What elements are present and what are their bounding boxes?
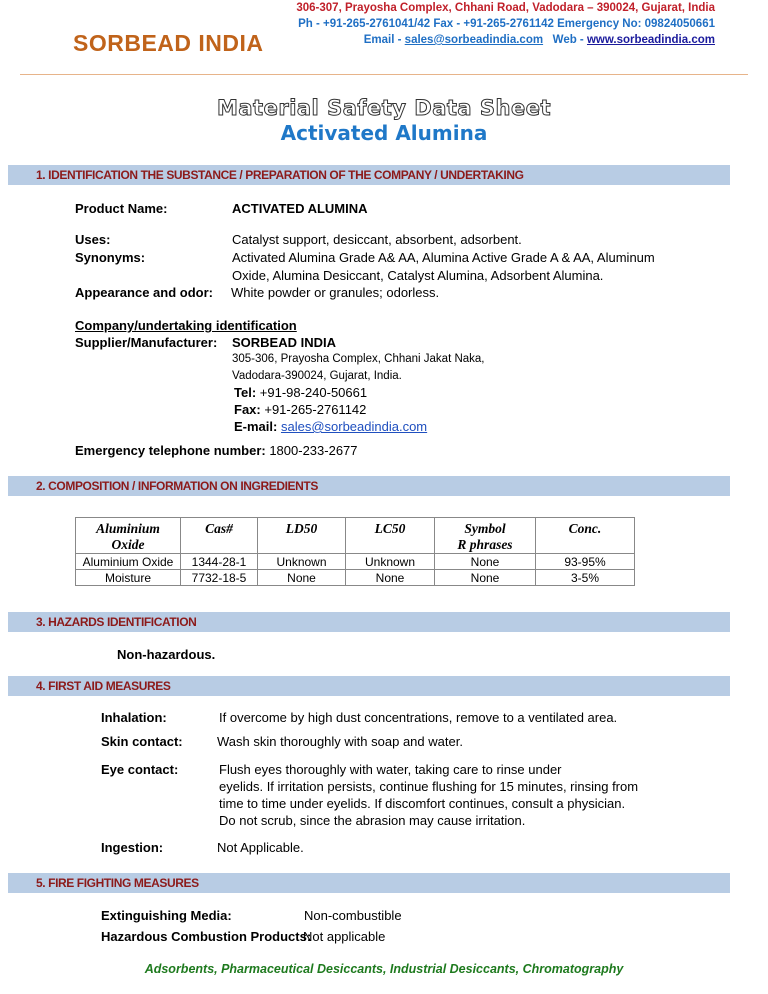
product-name-value: ACTIVATED ALUMINA	[232, 201, 368, 216]
section-2-title: 2. COMPOSITION / INFORMATION ON INGREDIENTS	[36, 479, 318, 493]
extinguishing-media-value: Non-combustible	[304, 908, 402, 923]
section-3-header	[8, 612, 730, 632]
inhalation-label: Inhalation:	[101, 710, 167, 725]
synonyms-label: Synonyms:	[75, 250, 146, 265]
supplier-address-line2: Vadodara-390024, Gujarat, India.	[232, 370, 402, 382]
col-header-conc: Conc.	[536, 518, 635, 554]
header-web-link[interactable]: www.sorbeadindia.com	[586, 34, 715, 46]
header-email-link[interactable]: sales@sorbeadindia.com	[404, 34, 544, 46]
supplier-email-label: E-mail:	[234, 419, 278, 434]
company-identification-heading: Company/undertaking identification	[75, 318, 297, 333]
eye-contact-line2: eyelids. If irritation persists, continue flushing for 15 minutes, rinsing from	[219, 779, 639, 794]
col-header-symbol	[435, 518, 536, 554]
section-5-title: 5. FIRE FIGHTING MEASURES	[36, 876, 199, 890]
web-label: Web -	[552, 34, 587, 46]
document-subtitle: Activated Alumina	[280, 121, 488, 145]
supplier-name: SORBEAD INDIA	[232, 335, 337, 350]
tel-label: Tel:	[234, 385, 257, 400]
cell-cas: 7732-18-5	[181, 570, 258, 586]
synonyms-value-line1: Activated Alumina Grade A& AA, Alumina Active Grade A & AA, Aluminum	[232, 250, 655, 265]
uses-label: Uses:	[75, 232, 111, 247]
emergency-telephone	[75, 443, 358, 458]
cell-ld50: Unknown	[258, 554, 346, 570]
cell-ld50: None	[258, 570, 346, 586]
appearance-label: Appearance and odor:	[75, 285, 213, 300]
section-4-title: 4. FIRST AID MEASURES	[36, 679, 171, 693]
section-4-header	[8, 676, 730, 696]
section-2-header	[8, 476, 730, 496]
combustion-products-label: Hazardous Combustion Products:	[101, 929, 312, 944]
supplier-label: Supplier/Manufacturer:	[75, 335, 218, 350]
supplier-email	[234, 419, 427, 434]
cell-substance: Moisture	[76, 570, 181, 586]
synonyms-value-line2: Oxide, Alumina Desiccant, Catalyst Alumina, Adsorbent Alumina.	[232, 268, 604, 283]
product-name-label: Product Name:	[75, 201, 168, 216]
section-1-title: 1. IDENTIFICATION THE SUBSTANCE / PREPARATION OF THE COMPANY / UNDERTAKING	[36, 168, 524, 182]
document-title: Material Safety Data Sheet	[216, 96, 552, 120]
supplier-tel	[234, 385, 367, 400]
cell-lc50: Unknown	[346, 554, 435, 570]
fax-label: Fax:	[234, 402, 261, 417]
cell-symbol: None	[435, 554, 536, 570]
eye-contact-line3: time to time under eyelids. If discomfort continues, consult a physician.	[219, 796, 626, 811]
eye-contact-line1: Flush eyes thoroughly with water, taking care to rinse under	[219, 762, 562, 777]
ingestion-value: Not Applicable.	[217, 840, 304, 855]
skin-contact-value: Wash skin thoroughly with soap and water.	[217, 734, 463, 749]
section-3-title: 3. HAZARDS IDENTIFICATION	[36, 615, 197, 629]
header-contact-line	[364, 34, 715, 46]
ingestion-label: Ingestion:	[101, 840, 164, 855]
cell-symbol: None	[435, 570, 536, 586]
inhalation-value: If overcome by high dust concentrations, remove to a ventilated area.	[219, 710, 618, 725]
supplier-fax	[234, 402, 366, 417]
emergency-value: 1800-233-2677	[265, 443, 358, 458]
cell-cas: 1344-28-1	[181, 554, 258, 570]
hazards-text: Non-hazardous.	[117, 647, 216, 662]
supplier-address-line1: 305-306, Prayosha Complex, Chhani Jakat Naka,	[232, 353, 485, 365]
symbol-label: Symbol	[464, 521, 506, 536]
r-phrases-label: R phrases	[457, 537, 513, 552]
appearance-value: White powder or granules; odorless.	[231, 285, 440, 300]
header-divider	[20, 74, 748, 75]
table-header-row	[76, 518, 635, 554]
cell-substance: Aluminium Oxide	[76, 554, 181, 570]
header-phone-line: Ph - +91-265-2761041/42 Fax - +91-265-2761142 Emergency No: 09824050661	[298, 18, 715, 30]
col-header-cas: Cas#	[181, 518, 258, 554]
eye-contact-label: Eye contact:	[101, 762, 179, 777]
extinguishing-media-label: Extinguishing Media:	[101, 908, 232, 923]
fax-value: +91-265-2761142	[260, 402, 367, 417]
emergency-label: Emergency telephone number:	[75, 443, 266, 458]
tel-value: +91-98-240-50661	[256, 385, 368, 400]
company-logo-text: SORBEAD INDIA	[73, 30, 264, 56]
cell-lc50: None	[346, 570, 435, 586]
footer-tagline: Adsorbents, Pharmaceutical Desiccants, Industrial Desiccants, Chromatography	[144, 962, 624, 976]
section-5-header	[8, 873, 730, 893]
cell-conc: 93-95%	[536, 554, 635, 570]
section-1-header	[8, 165, 730, 185]
supplier-email-link[interactable]: sales@sorbeadindia.com	[280, 419, 428, 434]
col-header-substance: Aluminium Oxide	[76, 518, 181, 554]
uses-value: Catalyst support, desiccant, absorbent, adsorbent.	[232, 232, 522, 247]
col-header-ld50: LD50	[258, 518, 346, 554]
table-row	[76, 570, 635, 586]
cell-conc: 3-5%	[536, 570, 635, 586]
eye-contact-line4: Do not scrub, since the abrasion may cause irritation.	[219, 813, 526, 828]
skin-contact-label: Skin contact:	[101, 734, 183, 749]
table-row	[76, 554, 635, 570]
combustion-products-value: Not applicable	[303, 929, 386, 944]
email-label: Email -	[363, 34, 405, 46]
header-address: 306-307, Prayosha Complex, Chhani Road, Vadodara – 390024, Gujarat, India	[296, 2, 715, 14]
composition-table	[75, 517, 635, 586]
col-header-lc50: LC50	[346, 518, 435, 554]
